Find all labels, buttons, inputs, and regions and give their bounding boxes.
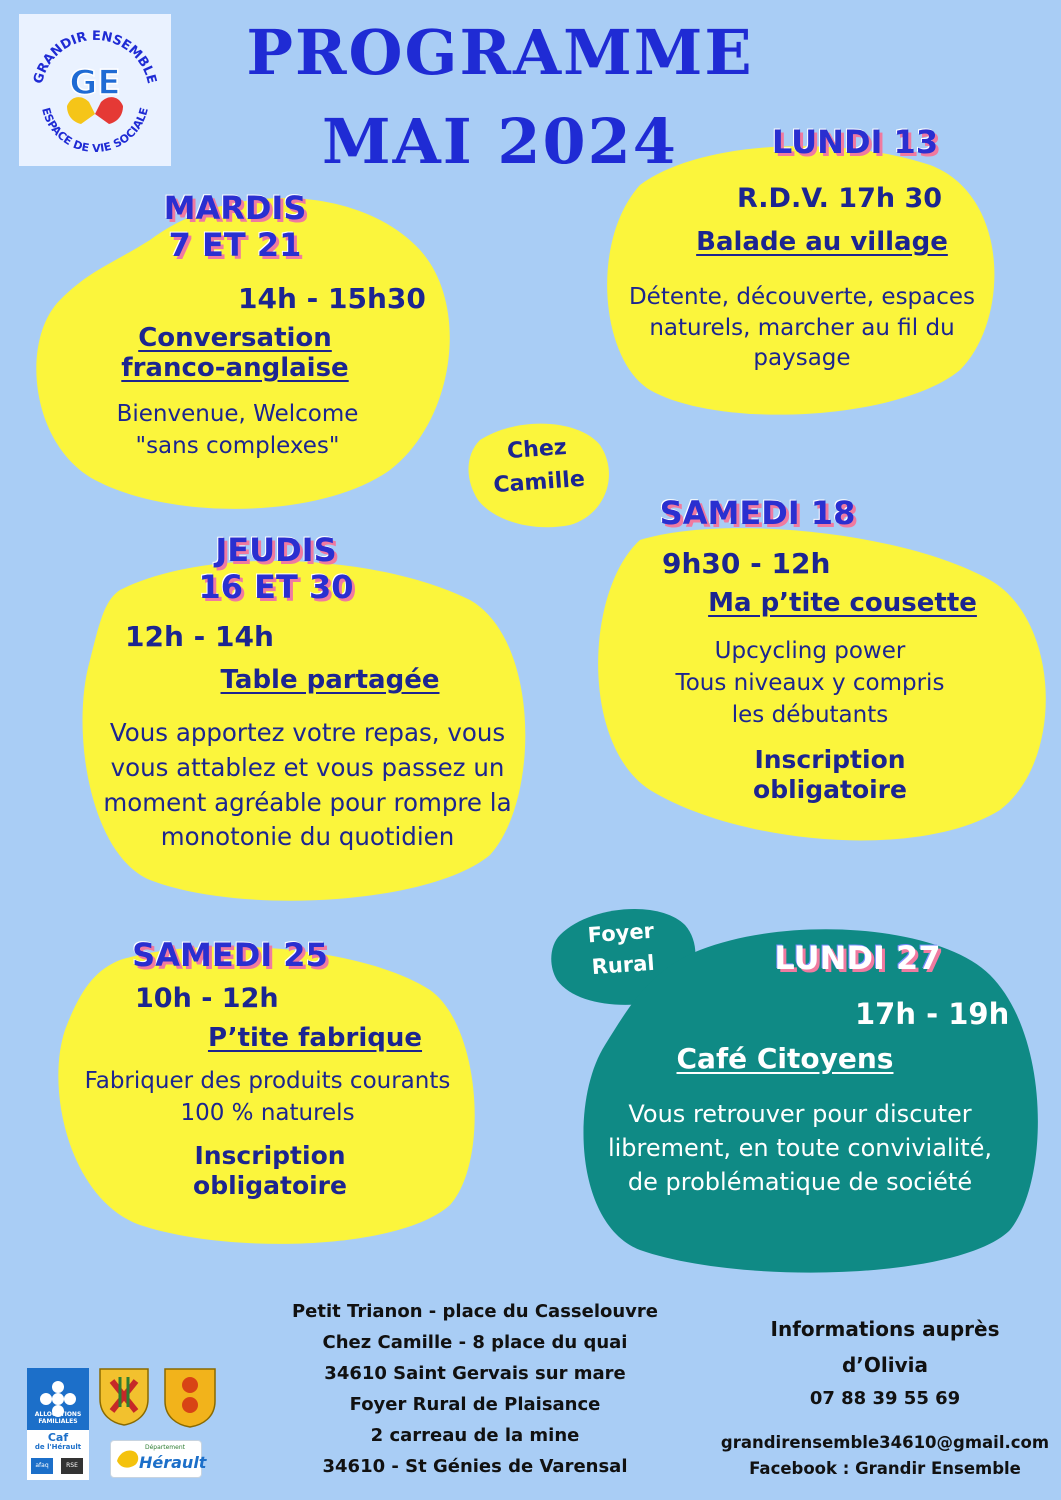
samedi25-note-line2: obligatoire xyxy=(193,1171,347,1200)
samedi25-desc-line1: Fabriquer des produits courants xyxy=(84,1068,451,1094)
jeudis-activity: Table partagée xyxy=(220,665,440,695)
title-month: MAI 2024 xyxy=(322,105,678,178)
lundi13-desc-line3: paysage xyxy=(753,345,851,372)
footer-contact xyxy=(720,1430,1050,1481)
lundi27-time: 17h - 19h xyxy=(855,997,1010,1031)
address-line: 34610 Saint Gervais sur mare xyxy=(324,1362,626,1384)
herault-text: Hérault xyxy=(139,1453,207,1472)
samedi25-activity: P’tite fabrique xyxy=(207,1023,423,1053)
herault-map-icon xyxy=(115,1447,141,1471)
footer-address xyxy=(250,1297,700,1483)
lundi13-desc-line1: Détente, découverte, espaces xyxy=(628,284,976,310)
mardis-day xyxy=(150,190,320,264)
coat-of-arms-icon xyxy=(98,1367,150,1427)
lundi13-description xyxy=(612,282,992,374)
samedi18-note xyxy=(710,745,950,805)
mardis-day-line1: MARDIS xyxy=(163,189,307,227)
lundi13-activity: Balade au village xyxy=(696,227,948,257)
samedi18-desc-line3: les débutants xyxy=(731,702,889,729)
samedi18-desc-line1: Upcycling power xyxy=(714,638,906,664)
jeudis-desc-line2: vous attablez et vous passez un xyxy=(110,752,505,782)
samedi18-note-line1: Inscription xyxy=(754,745,906,774)
caf-logo xyxy=(27,1368,89,1480)
foyer-rural-line2: Rural xyxy=(590,950,656,979)
afaq-badge: afaq xyxy=(31,1458,53,1474)
samedi25-time: 10h - 12h xyxy=(135,983,279,1014)
logo-graphic xyxy=(19,14,171,166)
mardis-day-line2: 7 ET 21 xyxy=(168,225,302,264)
mardis-activity-line2: franco-anglaise xyxy=(121,352,349,383)
address-line: Foyer Rural de Plaisance xyxy=(349,1393,601,1415)
info-line2: d’Olivia xyxy=(841,1353,928,1377)
svg-text:ESPACE DE VIE SOCIALE xyxy=(39,106,151,155)
chez-camille-line1: Chez xyxy=(506,434,568,465)
mardis-description xyxy=(95,398,380,462)
grandir-ensemble-logo xyxy=(19,14,171,166)
foyer-rural-label xyxy=(560,914,684,985)
address-line: 2 carreau de la mine xyxy=(370,1424,580,1446)
mardis-desc-line2: "sans complexes" xyxy=(135,433,340,460)
samedi18-description xyxy=(640,635,980,732)
rse-badge: RSE xyxy=(61,1458,83,1474)
jeudis-desc-line4: monotonie du quotidien xyxy=(160,822,455,852)
caf-line4: de l'Hérault xyxy=(34,1443,82,1452)
chez-camille-label xyxy=(476,429,600,503)
jeudis-day-line2: 16 ET 30 xyxy=(198,567,354,606)
herault-small-text: Département xyxy=(145,1444,185,1451)
lundi27-description xyxy=(580,1097,1020,1199)
jeudis-desc-line1: Vous apportez votre repas, vous xyxy=(109,718,506,747)
phone-number: 07 88 39 55 69 xyxy=(809,1388,961,1409)
samedi18-activity: Ma p’tite cousette xyxy=(708,588,977,618)
logo-top-text: GRANDIR ENSEMBLE xyxy=(31,28,159,86)
chez-camille-line2: Camille xyxy=(492,466,586,499)
address-line: Chez Camille - 8 place du quai xyxy=(322,1331,628,1353)
address-line: 34610 - St Génies de Varensal xyxy=(322,1455,628,1477)
lundi13-day: LUNDI 13 xyxy=(771,123,939,161)
lundi27-desc-line1: Vous retrouver pour discuter xyxy=(628,1100,972,1128)
jeudis-day-line1: JEUDIS xyxy=(215,531,337,569)
lundi27-desc-line3: de problématique de société xyxy=(627,1168,973,1197)
foyer-rural-line1: Foyer xyxy=(586,918,655,948)
caf-line3: Caf xyxy=(47,1431,69,1444)
mardis-time: 14h - 15h30 xyxy=(238,282,426,315)
jeudis-desc-line3: moment agréable pour rompre la xyxy=(103,787,512,817)
caf-line1: ALLOCATIONS xyxy=(34,1411,82,1418)
caf-line2: FAMILIALES xyxy=(38,1417,78,1425)
samedi18-desc-line2: Tous niveaux y compris xyxy=(675,670,945,697)
samedi25-description xyxy=(55,1066,480,1129)
herault-logo xyxy=(110,1440,207,1478)
jeudis-day xyxy=(196,532,356,606)
facebook-link[interactable]: Facebook : Grandir Ensemble xyxy=(749,1458,1021,1478)
mardis-activity xyxy=(100,324,370,384)
address-line: Petit Trianon - place du Casselouvre xyxy=(291,1301,658,1322)
lundi27-day: LUNDI 27 xyxy=(774,939,941,977)
title-programme: PROGRAMME xyxy=(246,16,754,89)
samedi25-day: SAMEDI 25 xyxy=(132,936,328,974)
samedi25-note xyxy=(150,1141,390,1201)
email-address[interactable]: grandirensemble34610@gmail.com xyxy=(720,1433,1050,1452)
coat-of-arms-2-icon xyxy=(163,1367,217,1429)
footer-info xyxy=(720,1311,1050,1415)
mardis-activity-line1: Conversation xyxy=(138,323,332,353)
lundi27-activity: Café Citoyens xyxy=(676,1042,894,1075)
samedi25-note-line1: Inscription xyxy=(194,1141,346,1170)
jeudis-description xyxy=(80,716,535,855)
samedi18-day: SAMEDI 18 xyxy=(659,494,856,532)
logo-bottom-text: ESPACE DE VIE SOCIALE xyxy=(39,106,151,156)
samedi18-time: 9h30 - 12h xyxy=(662,547,831,580)
samedi25-desc-line2: 100 % naturels xyxy=(180,1099,355,1126)
lundi13-time: R.D.V. 17h 30 xyxy=(737,183,943,214)
jeudis-time: 12h - 14h xyxy=(125,620,274,653)
logo-initials: GE xyxy=(69,63,121,103)
lundi27-desc-line2: librement, en toute convivialité, xyxy=(607,1134,993,1163)
lundi13-desc-line2: naturels, marcher au fil du xyxy=(649,314,955,341)
info-line1: Informations auprès xyxy=(770,1317,1000,1341)
mardis-desc-line1: Bienvenue, Welcome xyxy=(116,401,359,427)
samedi18-note-line2: obligatoire xyxy=(753,775,907,804)
